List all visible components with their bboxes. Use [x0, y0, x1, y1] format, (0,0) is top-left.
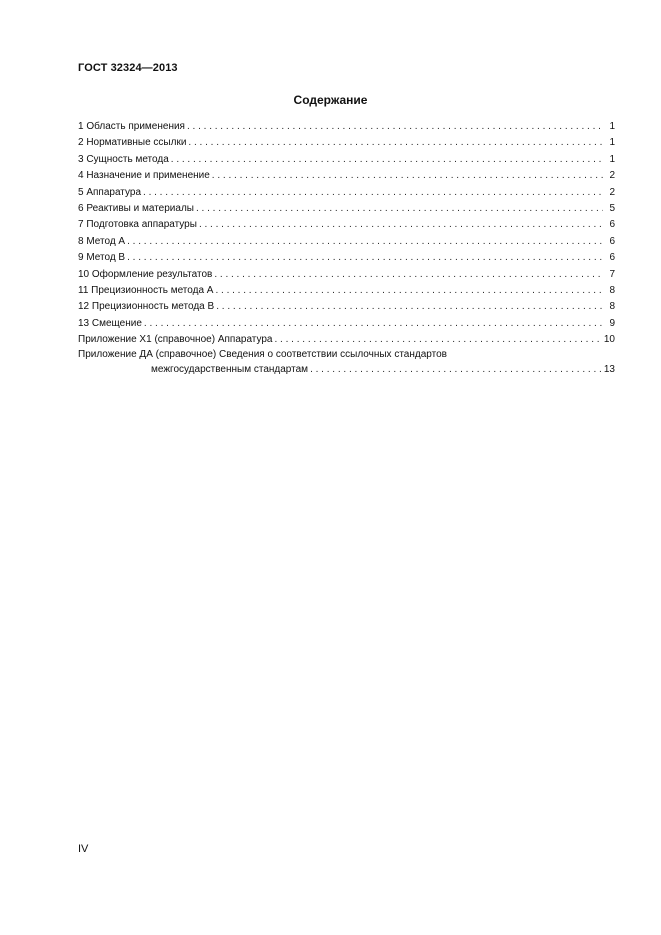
toc-entry[interactable] — [78, 119, 615, 135]
toc-entry[interactable] — [78, 332, 615, 348]
toc-entry-page: 13 — [603, 364, 615, 376]
toc-leader-dots — [215, 283, 603, 299]
toc-entry-label: 9 Метод В — [78, 252, 126, 264]
toc-entry-label: Приложение X1 (справочное) Аппаратура — [78, 334, 273, 346]
toc-entry-page: 5 — [609, 202, 615, 214]
toc-entry-label: 11 Прецизионность метода А — [78, 284, 214, 296]
toc-entry-label: 3 Сущность метода — [78, 153, 169, 165]
toc-entry-label: 2 Нормативные ссылки — [78, 137, 187, 149]
toc-entry[interactable] — [78, 283, 615, 299]
toc-entry-label: 10 Оформление результатов — [78, 268, 213, 280]
toc-leader-dots — [310, 362, 602, 378]
toc-entry[interactable] — [78, 217, 615, 233]
toc-entry-label: 13 Смещение — [78, 317, 142, 329]
toc-entry[interactable] — [78, 201, 615, 217]
toc-entry[interactable] — [78, 267, 615, 283]
toc-title: Содержание — [293, 93, 368, 107]
toc-entry-page: 8 — [609, 284, 615, 296]
toc-entry-page: 8 — [609, 301, 615, 313]
toc-entry[interactable] — [78, 152, 615, 168]
toc-leader-dots — [187, 119, 603, 135]
toc-entry-page: 1 — [609, 137, 615, 149]
toc-entry-label: 8 Метод А — [78, 235, 126, 247]
toc-leader-dots — [127, 250, 603, 266]
toc-entry-page: 9 — [609, 317, 615, 329]
toc-entry-label: 7 Подготовка аппаратуры — [78, 219, 197, 231]
toc-entry-page: 1 — [609, 121, 615, 132]
toc-entry-label-continued: межгосударственным стандартам — [151, 364, 309, 376]
toc-entry-page: 1 — [609, 153, 615, 165]
toc-leader-dots — [127, 234, 603, 250]
toc-leader-dots — [143, 185, 603, 201]
toc-leader-dots — [171, 152, 603, 168]
toc-leader-dots — [274, 332, 601, 348]
toc-entry-label: 6 Реактивы и материалы — [78, 202, 194, 214]
document-code: ГОСТ 32324—2013 — [78, 62, 178, 74]
toc-leader-dots — [214, 267, 603, 283]
toc-leader-dots — [188, 135, 603, 151]
toc-entry[interactable] — [78, 135, 615, 151]
toc-entry-continuation — [78, 362, 615, 378]
toc-entry[interactable] — [78, 299, 615, 315]
page-number: IV — [78, 843, 89, 855]
toc-entry-label: 5 Аппаратура — [78, 186, 142, 198]
toc-leader-dots — [199, 217, 603, 233]
toc-entry[interactable] — [78, 168, 615, 184]
toc-entry-page: 6 — [609, 219, 615, 231]
toc-entry-page: 6 — [609, 235, 615, 247]
toc-entry-page: 10 — [603, 334, 615, 346]
toc-leader-dots — [144, 316, 603, 332]
toc-entry-page: 2 — [609, 170, 615, 182]
toc-entry-page: 7 — [609, 268, 615, 280]
toc-entry-label: 4 Назначение и применение — [78, 170, 210, 182]
toc-leader-dots — [216, 299, 603, 315]
toc-entry-page: 6 — [609, 252, 615, 264]
toc-entry-label: 12 Прецизионность метода В — [78, 301, 215, 313]
toc-entry[interactable] — [78, 250, 615, 266]
table-of-contents — [78, 119, 615, 379]
toc-entry[interactable] — [78, 185, 615, 201]
toc-entry-page: 2 — [609, 186, 615, 198]
toc-entry-label: Приложение ДА (справочное) Сведения о соответствии ссылочных стандартов — [78, 349, 447, 361]
toc-entry[interactable] — [78, 316, 615, 332]
toc-entry[interactable] — [78, 234, 615, 250]
toc-entry-label: 1 Область применения — [78, 121, 185, 132]
toc-entry-annex-da[interactable] — [78, 348, 615, 378]
toc-leader-dots — [212, 168, 603, 184]
toc-leader-dots — [196, 201, 603, 217]
